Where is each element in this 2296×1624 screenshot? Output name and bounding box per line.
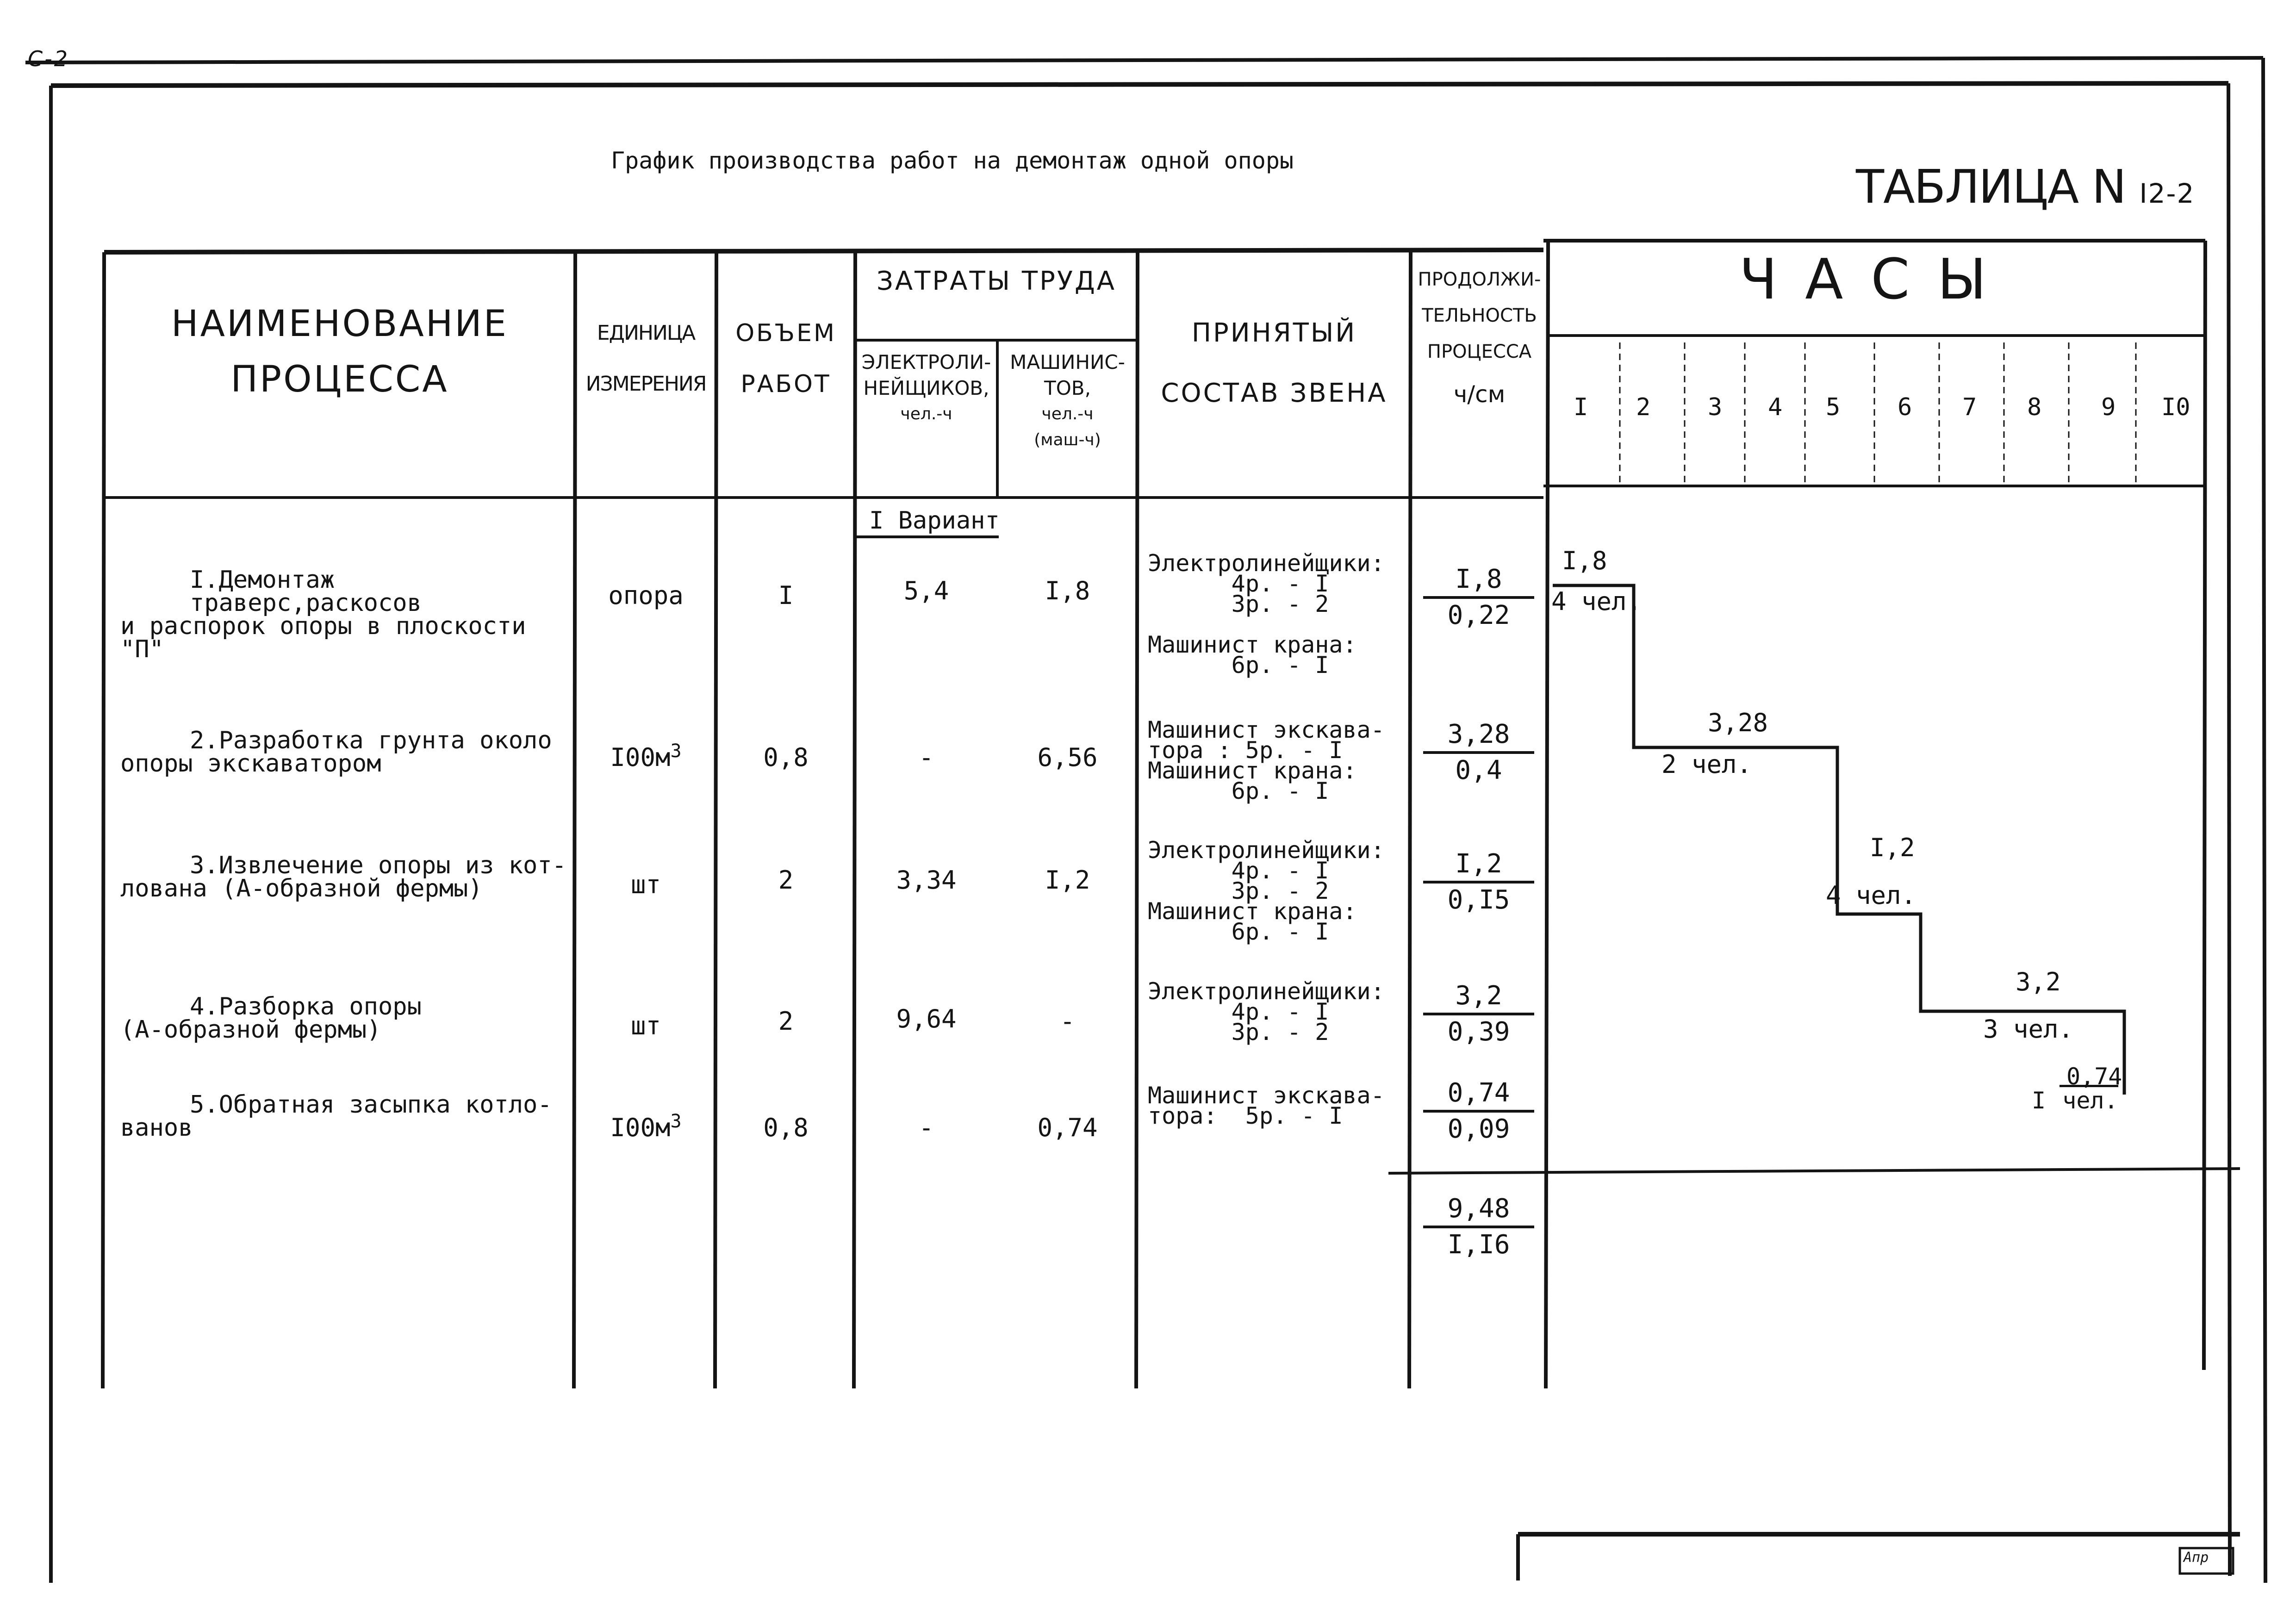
header-volume-line2: РАБОТ [740,370,831,398]
header-process-line2: ПРОЦЕССА [230,359,449,400]
gantt-1-workers: 4 чел. [1551,587,1642,616]
header-machinist-line1: МАШИНИС- [1010,351,1125,373]
header-unit-line2: ИЗМЕРЕНИЯ [585,372,706,396]
row-4-name [120,993,579,1044]
unit-text: I00м [610,1113,671,1142]
header-duration-line3: ПРОЦЕССА [1427,341,1532,362]
duration-shifts: 0,22 [1447,600,1510,630]
row-name-line2: (А-образной фермы) [120,1016,381,1044]
row-1-machinist: I,8 [1045,576,1090,605]
gantt-2-hours: 3,28 [1708,708,1768,737]
header-crew-line1: ПРИНЯТЫЙ [1191,318,1357,348]
hour-number: I0 [2161,393,2190,421]
unit-sup: 3 [670,740,682,762]
page-title: График производства работ на демонтаж одной опоры [611,147,1294,174]
row-name-line1: 3.Извлечение опоры из кот- [190,852,566,879]
gantt-3-hours: I,2 [1870,833,1915,862]
unit-sup: 3 [670,1111,682,1132]
duration-shifts: 0,09 [1447,1114,1510,1144]
duration-shifts: 0,4 [1455,755,1502,785]
row-3-electro: 3,34 [896,865,957,895]
header-crew-line2: СОСТАВ ЗВЕНА [1161,378,1388,408]
header-machinist-line2: ТОВ, [1044,377,1091,399]
row-3-duration [1423,849,1534,915]
stamp: Апр [2184,1549,2209,1566]
hour-number: 5 [1826,393,1841,421]
hour-number: I [1574,393,1588,421]
gantt-5-workers-unit: чел. [2060,1085,2118,1114]
header-process [104,296,575,407]
header-machinist-line3: чел.-ч [1041,404,1094,423]
total-hours: 9,48 [1423,1194,1534,1228]
duration-hours: 3,2 [1423,981,1534,1015]
row-4-machinist: - [1060,1007,1075,1036]
row-1-name [120,568,579,661]
variant-label: I Вариант [869,507,1000,535]
total-duration [1423,1194,1534,1260]
row-1-crew: Электролинейщики: 4р. - I 3р. - 2 Машинист крана: 6р. - I [1148,550,1385,678]
gantt-5-label [2032,1064,2122,1113]
row-5-electro: - [919,1113,934,1142]
header-machinist-line4: (маш-ч) [1034,430,1101,449]
row-2-name [120,727,579,778]
row-3-machinist: I,2 [1045,865,1090,895]
row-1-unit: опора [608,581,684,610]
row-5-name [120,1091,579,1142]
duration-hours: 0,74 [1423,1078,1534,1113]
row-4-duration [1423,981,1534,1047]
row-5-unit [575,1111,716,1142]
row-2-machinist: 6,56 [1037,743,1098,772]
header-process-line1: НАИМЕНОВАНИЕ [171,303,509,345]
hour-number: 2 [1636,393,1651,421]
row-4-crew: Электролинейщики: 4р. - I 3р. - 2 [1148,978,1385,1045]
gantt-4-hours: 3,2 [2016,967,2061,996]
header-electro-line3: чел.-ч [900,404,952,423]
row-name-line2: лована (А-образной фермы) [120,875,483,902]
row-2-crew: Машинист экскава- тора : 5р. - I Машинист крана: 6р. - I [1148,716,1385,804]
header-electro-line2: НЕЙЩИКОВ, [863,377,989,399]
row-5-duration [1423,1078,1534,1144]
duration-hours: I,2 [1423,849,1534,884]
header-machinist [997,349,1138,453]
gantt-1-hours: I,8 [1562,546,1607,575]
row-name-line1: 4.Разборка опоры [190,993,422,1020]
row-1-duration [1423,565,1534,630]
row-1-volume: I [778,581,794,610]
header-duration-line4: ч/см [1453,381,1506,408]
header-unit [575,308,716,410]
header-volume [716,308,855,410]
row-4-electro: 9,64 [896,1004,957,1033]
row-3-unit: шт [630,870,661,899]
duration-hours: 3,28 [1423,720,1534,754]
row-3-name [120,854,579,900]
hour-number: 8 [2027,393,2042,421]
row-name-line2: и распорок опоры в плоскости "П" [120,612,526,663]
row-name-line1: 2.Разработка грунта около [190,727,552,754]
unit-text: I00м [610,743,671,772]
hour-number: 3 [1708,393,1723,421]
row-1-electro: 5,4 [903,576,949,605]
row-4-unit: шт [630,1011,661,1040]
hour-number: 6 [1898,393,1912,421]
hour-number: 4 [1768,393,1783,421]
corner-mark: С-2 [28,46,69,71]
header-duration-line2: ТЕЛЬНОСТЬ [1422,305,1537,326]
gantt-2-workers: 2 чел. [1661,750,1752,779]
gantt-3-workers: 4 чел. [1826,881,1916,910]
hour-number: 7 [1962,393,1977,421]
header-labor: ЗАТРАТЫ ТРУДА [876,266,1117,296]
row-name-line2: опоры экскаватором [120,750,381,778]
header-duration-line1: ПРОДОЛЖИ- [1418,269,1541,290]
duration-shifts: 0,39 [1447,1017,1510,1047]
row-3-volume: 2 [778,865,794,895]
header-hours: ЧАСЫ [1739,248,2015,312]
row-name-line1: 5.Обратная засыпка котло- [190,1091,552,1119]
row-5-volume: 0,8 [763,1113,809,1142]
row-name-line2: ванов [120,1114,193,1142]
total-shifts: I,I6 [1447,1230,1510,1260]
header-duration [1411,261,1548,412]
header-electro [855,349,997,427]
duration-hours: I,8 [1423,565,1534,599]
header-volume-line1: ОБЪЕМ [735,319,836,347]
hour-number: 9 [2101,393,2116,421]
row-2-volume: 0,8 [763,743,809,772]
row-2-duration [1423,720,1534,785]
gantt-5-workers-count: I [2032,1087,2046,1114]
gantt-4-workers: 3 чел. [1983,1014,2074,1044]
row-5-crew: Машинист экскава- тора: 5р. - I [1148,1082,1385,1129]
header-crew [1138,303,1411,423]
row-2-electro: - [919,743,934,772]
row-5-machinist: 0,74 [1037,1113,1098,1142]
row-name-line1: I.Демонтаж траверс,раскосов [190,566,422,617]
gantt-5-hours: 0,74 [2066,1063,2122,1090]
row-3-crew: Электролинейщики: 4р. - I 3р. - 2 Машинист крана: 6р. - I [1148,837,1385,945]
header-electro-line1: ЭЛЕКТРОЛИ- [861,351,991,373]
row-4-volume: 2 [778,1007,794,1036]
header-unit-line1: ЕДИНИЦА [597,321,695,345]
table-label-number: I2-2 [2139,178,2195,209]
duration-shifts: 0,I5 [1447,885,1510,915]
row-2-unit [575,740,716,772]
gantt-5-workers [2032,1089,2122,1113]
table-label [1856,160,2195,214]
table-label-prefix: ТАБЛИЦА N [1856,160,2126,214]
